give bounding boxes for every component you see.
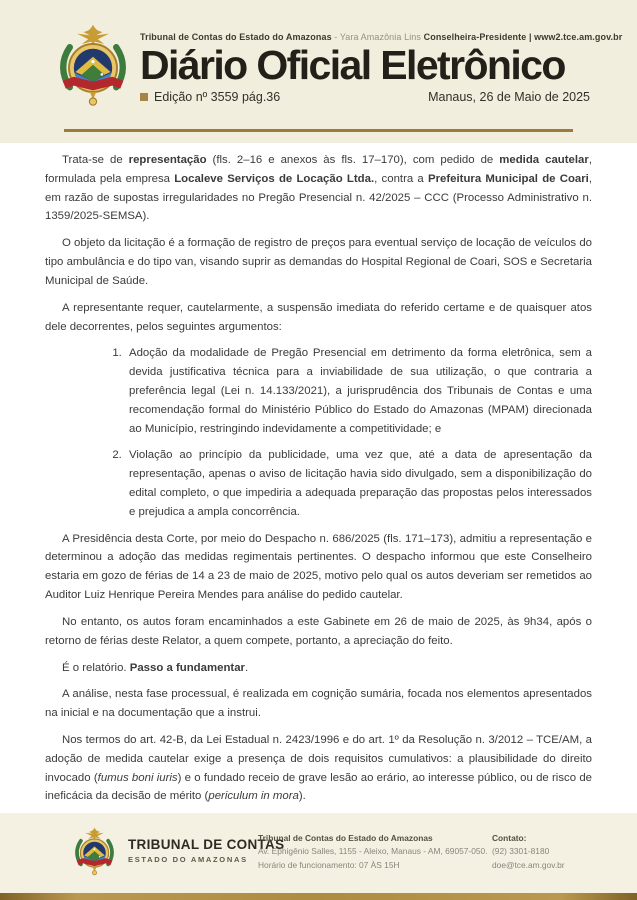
president-title-and-url: Conselheira-Presidente | www2.tce.am.gov.br bbox=[421, 32, 623, 42]
footer-address-block bbox=[258, 832, 488, 872]
dateline: Manaus, 26 de Maio de 2025 bbox=[428, 90, 590, 105]
footer-coat-of-arms-icon bbox=[71, 826, 118, 880]
footer-phone: (92) 3301-8180 bbox=[492, 846, 550, 857]
paragraph-gabinete: No entanto, os autos foram encaminhados a este Gabinete em 26 de maio de 2025, às 9h34, após o retorno de férias deste Relator, a quem compete, portanto, a apreciação do feito. bbox=[45, 615, 592, 647]
org-name: Tribunal de Contas do Estado do Amazonas bbox=[140, 32, 332, 42]
header-divider bbox=[64, 129, 573, 132]
paragraph-analise: A análise, nesta fase processual, é realizada em cognição sumária, focada nos elementos apresentados na inicial e na documentação que a instrui. bbox=[45, 688, 592, 720]
footer-brand-name: TRIBUNAL DE CONTAS bbox=[128, 837, 285, 852]
masthead-topline bbox=[140, 32, 630, 42]
bottom-gold-bar bbox=[0, 893, 637, 900]
coat-of-arms-icon bbox=[53, 22, 133, 114]
document-body bbox=[45, 151, 592, 814]
footer-org-name: Tribunal de Contas do Estado do Amazonas bbox=[258, 833, 433, 843]
paragraph-requerimento: A representante requer, cautelarmente, a suspensão imediata do referido certame e de quaisquer atos dele decorrentes, pelos seguintes argumentos: bbox=[45, 301, 592, 333]
paragraph-objeto: O objeto da licitação é a formação de registro de preços para eventual serviço de locação de veículos do tipo ambulância e do tipo van, visando suprir as demandas do Hospital Regional de Coari, SOS e Secretaria Municipal de Saúde. bbox=[45, 237, 592, 287]
footer-contact-label: Contato: bbox=[492, 833, 527, 843]
masthead bbox=[0, 0, 637, 143]
paragraph-presidencia: A Presidência desta Corte, por meio do Despacho n. 686/2025 (fls. 171–173), admitiu a representação e determinou a adoção das medidas regimentais pertinentes. O despacho informou que este Conselheiro estaria em gozo de férias de 14 a 23 de maio de 2025, motivo pelo qual os autos deveriam ser remetidos ao Auditor Luiz Henrique Pereira Mendes para análise do pedido cautelar. bbox=[45, 532, 592, 602]
edition-bullet-icon bbox=[140, 93, 148, 101]
page-footer bbox=[0, 813, 637, 893]
topline-separator: - bbox=[331, 32, 340, 42]
paragraph-representacao: Trata-se de representação (fls. 2–16 e anexos às fls. 17–170), com pedido de medida cautelar, formulada pela empresa Localeve Serviços de Locação Ltda., contra a Prefeitura Municipal de Coari, em razão de supostas irregularidades no Pregão Presencial n. 42/2025 – CCC (Processo Administrativo n. 1359/2025-SEMSA). bbox=[45, 154, 593, 223]
edition-label: Edição nº 3559 pág.36 bbox=[154, 90, 281, 105]
footer-email: doe@tce.am.gov.br bbox=[492, 859, 565, 870]
paragraph-relatorio: É o relatório. Passo a fundamentar. bbox=[62, 661, 249, 674]
footer-address: Av. Ephigênio Salles, 1155 - Aleixo, Manaus - AM, 69057-050. bbox=[258, 846, 488, 857]
list-item-argument-1: 1. Adoção da modalidade de Pregão Presencial em detrimento da forma eletrônica, sem a devida justificativa técnica para a inviabilidade de sua utilização, o que contraria a preferência legal (Lei n. 14.133/2021), a jurisprudência dos Tribunais de Contas e uma recomendação formal do Ministério Público do Estado do Amazonas (MPAM) direcionada ao Município, restringindo indevidamente a competitividade; e bbox=[125, 344, 592, 438]
arguments-list bbox=[45, 344, 592, 521]
masthead-text-block bbox=[140, 32, 630, 104]
gazette-title: Diário Oficial Eletrônico bbox=[140, 42, 565, 88]
list-item-argument-2: 2. Violação ao princípio da publicidade, uma vez que, até a data de apresentação da representação, apenas o aviso de licitação havia sido divulgado, sem a disponibilização do edital completo, o que impediria a adequada preparação das propostas pelos interessados e prejudica a ampla concorrência. bbox=[125, 446, 592, 521]
footer-contact-block bbox=[492, 832, 565, 872]
edition-line bbox=[140, 90, 280, 104]
footer-hours: Horário de funcionamento: 07 ÀS 15H bbox=[258, 859, 400, 870]
paragraph-requisitos: Nos termos do art. 42-B, da Lei Estadual n. 2423/1996 e do art. 1º da Resolução n. 3/2012 – TCE/AM, a adoção de medida cautelar exige a presença de dois requisitos cumulativos: a plausibilidade do direito invocado (fumus boni iuris) e o fundado receio de grave lesão ao erário, ao interesse público, ou de risco de ineficácia da decisão de mérito (periculum in mora). bbox=[45, 733, 592, 803]
footer-brand-subtitle: ESTADO DO AMAZONAS bbox=[128, 855, 248, 864]
masthead-meta bbox=[140, 90, 590, 104]
president-name: Yara Amazônia Lins bbox=[339, 32, 422, 42]
